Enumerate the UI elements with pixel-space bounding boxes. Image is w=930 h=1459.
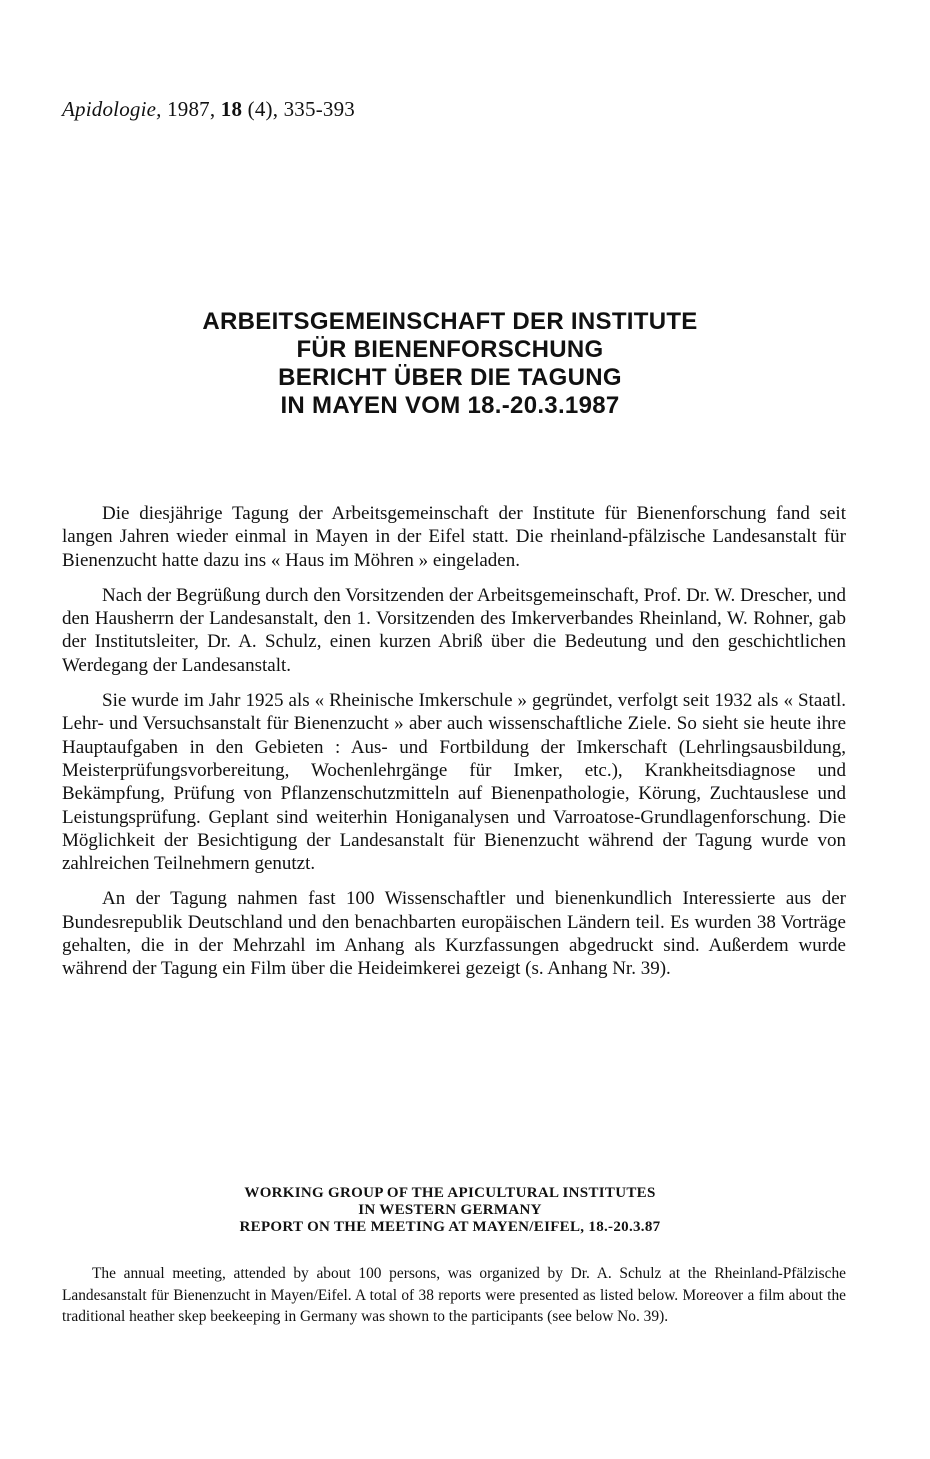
volume-number: 18 [220, 97, 243, 121]
body-paragraph: An der Tagung nahmen fast 100 Wissenschaftler und bienenkundlich Interessierte aus der Bundesrepublik Deutschland und den benachbarten europäischen Ländern teil. Es wurden 38 Vorträge gehalten, die in der Mehrzahl im Anhang als Kurzfassungen abgedruckt sind. Außerdem wurde während der Tagung ein Film über die Heideimkerei gezeigt (s. Anhang Nr. 39). [62, 888, 846, 980]
main-title [100, 308, 800, 420]
english-title-line: IN WESTERN GERMANY [358, 1202, 542, 1218]
publication-year: 1987, [167, 97, 216, 121]
title-line: FÜR BIENENFORSCHUNG [296, 336, 604, 363]
title-line: BERICHT ÜBER DIE TAGUNG [278, 364, 622, 391]
english-summary [62, 1263, 846, 1328]
german-body [62, 502, 846, 993]
body-paragraph: Die diesjährige Tagung der Arbeitsgemeinschaft der Institute für Bienenforschung fand seit langen Jahren wieder einmal in Mayen in der Eifel statt. Die rheinland-pfälzische Landesanstalt für Bienenzucht hatte dazu ins « Haus im Möhren » eingeladen. [62, 503, 846, 571]
title-line: IN MAYEN VOM 18.-20.3.1987 [280, 392, 620, 419]
english-summary-paragraph: The annual meeting, attended by about 100 persons, was organized by Dr. A. Schulz at the Rheinland-Pfälzische Landesanstalt für Bienenzucht in Mayen/Eifel. A total of 38 reports were presented as listed below. Moreover a film about the traditional heather skep beekeeping in Germany was shown to the participants (see below No. 39). [62, 1265, 846, 1325]
english-title-line: WORKING GROUP OF THE APICULTURAL INSTITUTES [244, 1185, 656, 1201]
english-title-line: REPORT ON THE MEETING AT MAYEN/EIFEL, 18.-20.3.87 [239, 1219, 661, 1235]
journal-citation [62, 97, 355, 122]
body-paragraph: Nach der Begrüßung durch den Vorsitzenden der Arbeitsgemeinschaft, Prof. Dr. W. Drescher, und den Hausherrn der Landesanstalt, den 1. Vorsitzenden des Imkerverbandes Rheinland, W. Rohner, gab der Institutsleiter, Dr. A. Schulz, einen kurzen Abriß über die Bedeutung und den geschichtlichen Werdegang der Landesanstalt. [62, 584, 846, 676]
title-line: ARBEITSGEMEINSCHAFT DER INSTITUTE [202, 308, 698, 335]
journal-name: Apidologie, [62, 97, 162, 121]
english-title [100, 1185, 800, 1236]
body-paragraph: Sie wurde im Jahr 1925 als « Rheinische Imkerschule » gegründet, verfolgt seit 1932 als « Staatl. Lehr- und Versuchsanstalt für Bienenzucht » aber auch wissenschaftliche Ziele. So sieht sie heute ihre Hauptaufgaben in den Gebieten : Aus- und Fortbildung der Imkerschaft (Lehrlingsausbildung, Meisterprüfungsvorbereitung, Wochenlehrgänge für Imker, etc.), Krankheitsdiagnose und Bekämpfung, Prüfung von Pflanzenschutzmitteln auf Bienenpathologie, Körung, Zuchtauslese und Leistungsprüfung. Geplant sind weiterhin Honiganalysen und Varroatose-Grundlagenforschung. Die Möglichkeit der Besichtigung der Landesanstalt für Bienenzucht während der Tagung wurde von zahlreichen Teilnehmern genutzt. [62, 690, 846, 875]
issue-and-pages: (4), 335-393 [247, 97, 356, 121]
